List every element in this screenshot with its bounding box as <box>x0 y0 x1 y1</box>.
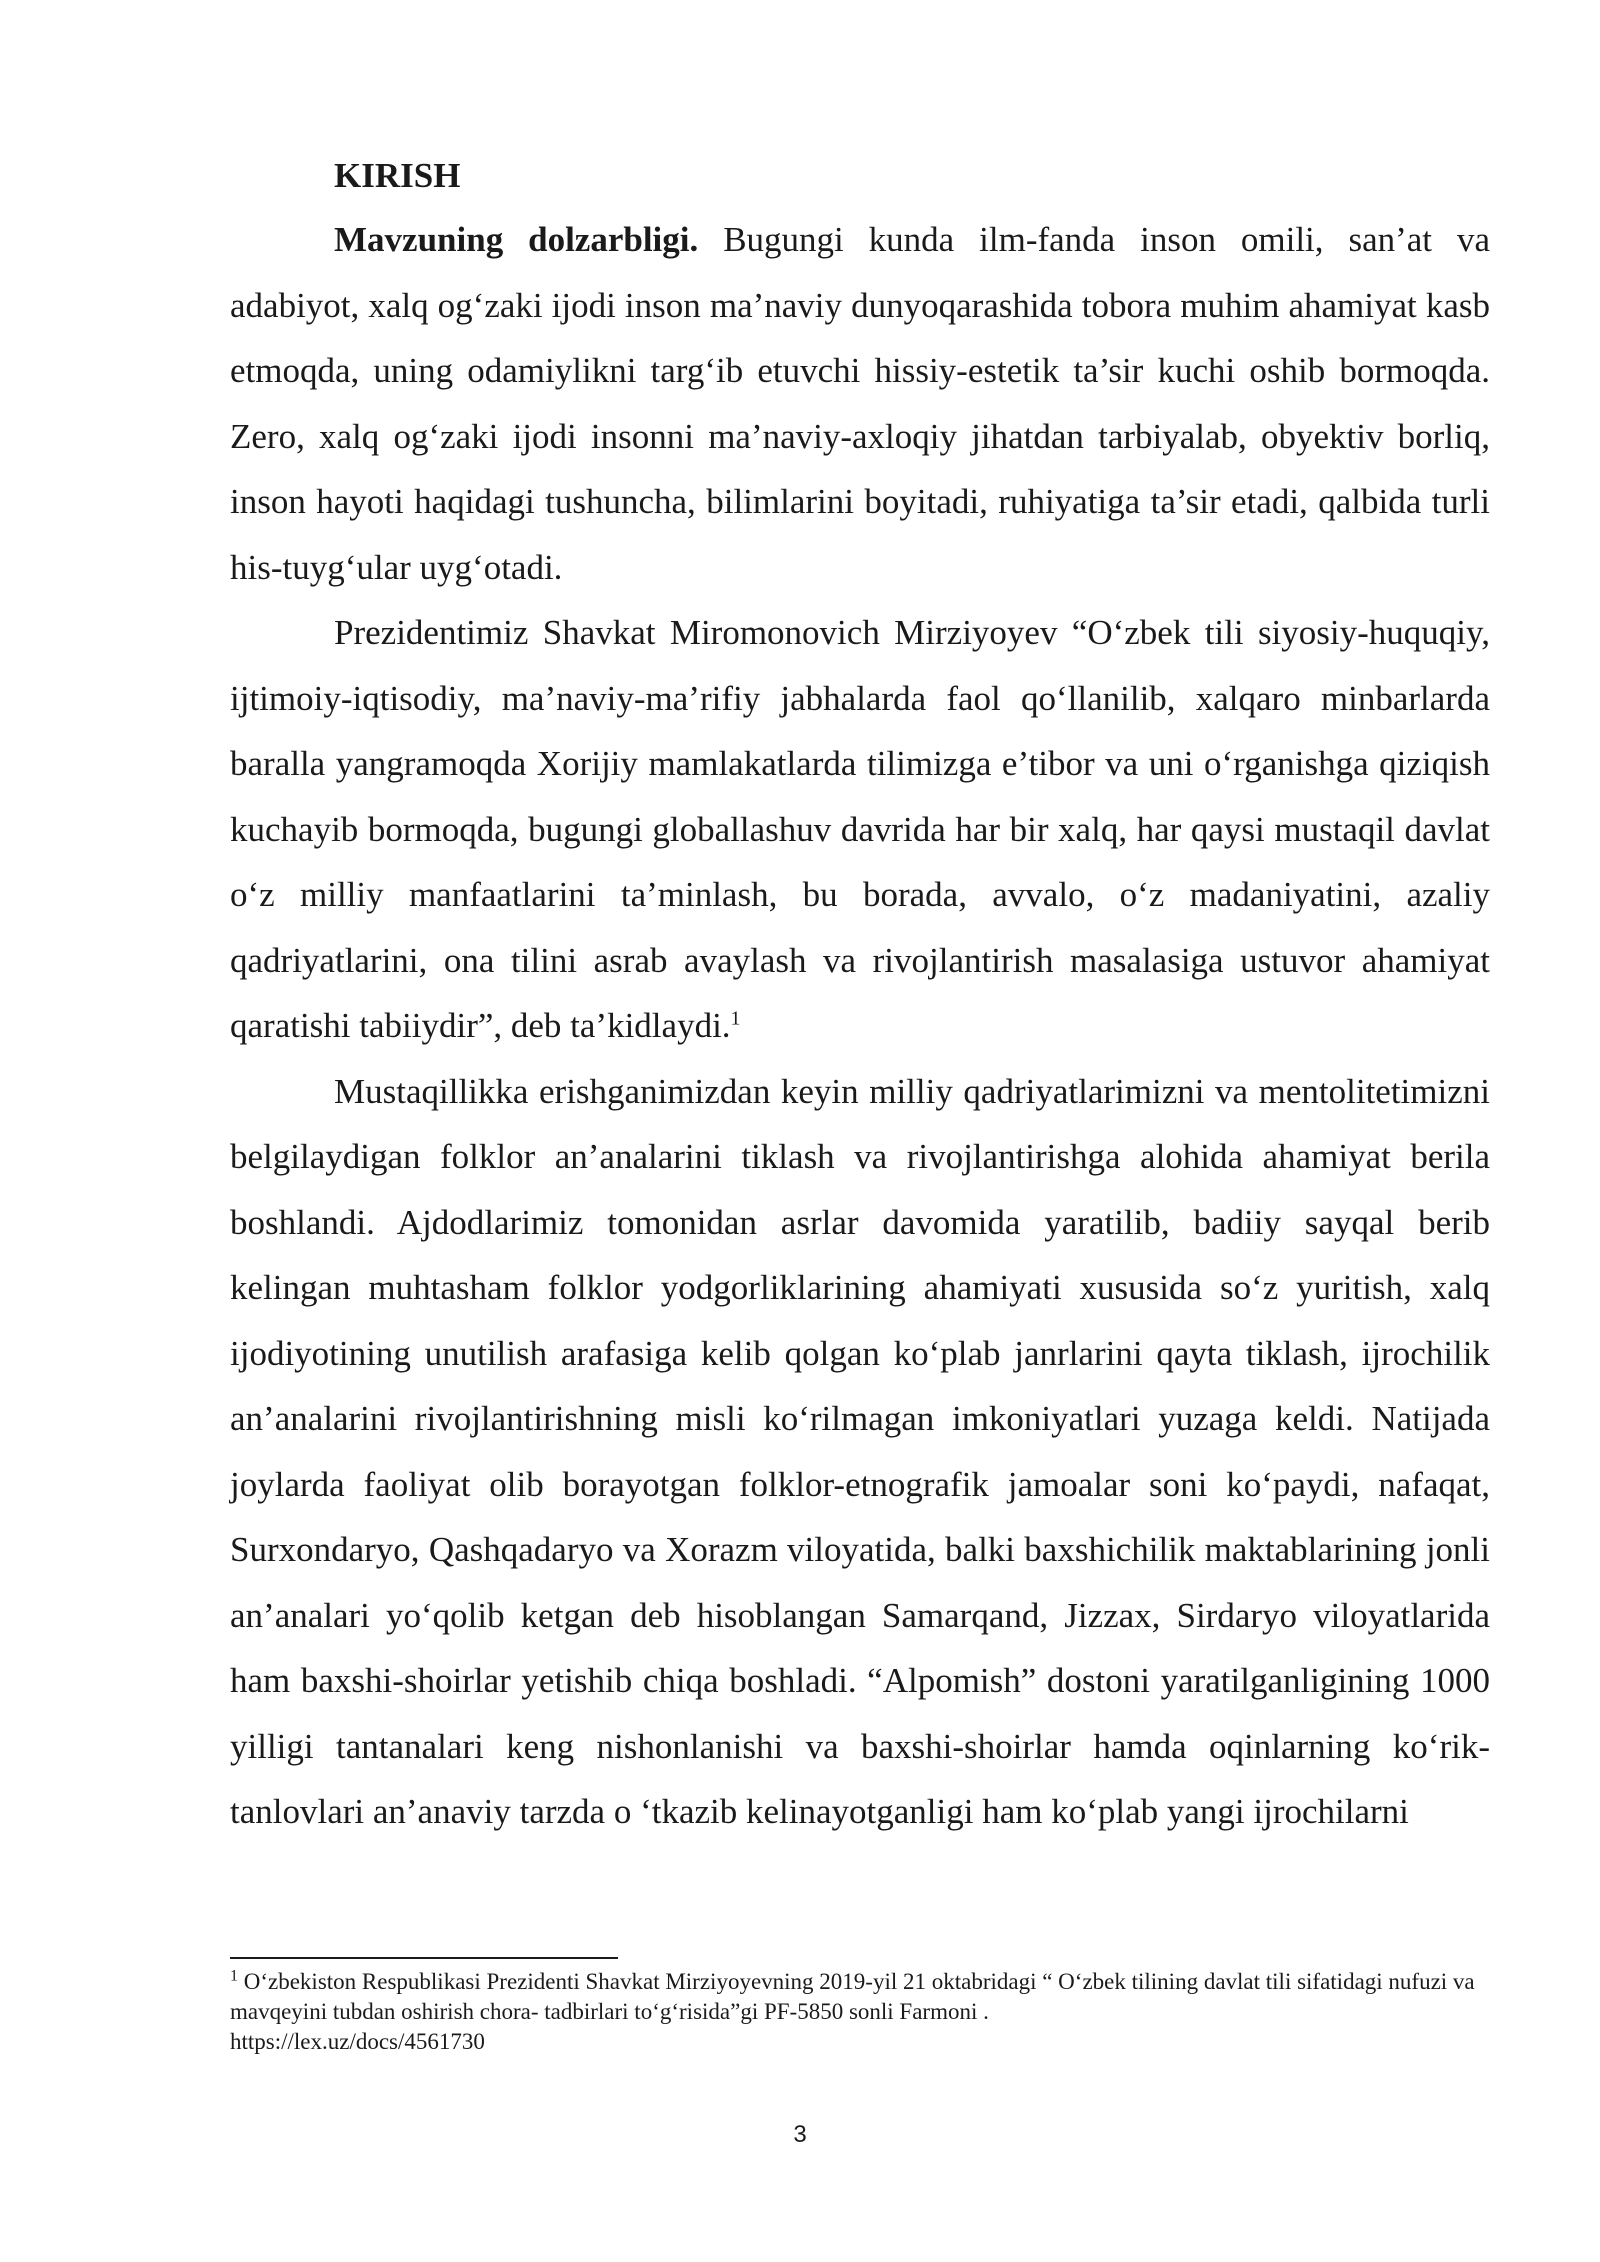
footnote-reference[interactable]: 1 <box>730 1007 741 1030</box>
section-heading: KIRISH <box>334 156 461 195</box>
paragraph-president-quote <box>230 600 1490 1059</box>
paragraph-text: Mustaqillikka erishganimizdan keyin milliy qadriyatlarimizni va mentolitetimizni belgilaydigan folklor an’analarini tiklash va rivojlantirishga alohida ahamiyat berila boshlandi. Ajdodlarimiz tomonidan asrlar davomida yaratilib, badiiy sayqal berib kelingan muhtasham folklor yodgorliklarining ahamiyati xususida so‘z yuritish, xalq ijodiyotining unutilish arafasiga kelib qolgan ko‘plab janrlarini qayta tiklash, ijrochilik an’analarini rivojlantirishning misli ko‘rilmagan imkoniyatlari yuzaga keldi. Natijada joylarda faoliyat olib borayotgan folklor-etnografik jamoalar soni ko‘paydi, nafaqat, Surxondaryo, Qashqadaryo va Xorazm viloyatida, balki baxshichilik maktablarining jonli an’analari yo‘qolib ketgan deb hisoblangan Samarqand, Jizzax, Sirdaryo viloyatlarida ham baxshi-shoirlar yetishib chiqa boshladi. “Alpomish” dostoni yaratilganligining 1000 yilligi tantanalari keng nishonlanishi va baxshi-shoirlar hamda oqinlarning ko‘rik-tanlovlari an’anaviy tarzda o ‘tkazib kelinayotganligi ham ko‘plab yangi ijrochilarni <box>230 1071 1490 1831</box>
page-number: 3 <box>793 2121 807 2148</box>
paragraph-text: Prezidentimiz Shavkat Miromonovich Mirziyoyev “O‘zbek tili siyosiy-huquqiy, ijtimoiy-iqtisodiy, ma’naviy-ma’rifiy jabhalarda faol qo‘llanilib, xalqaro minbarlarda baralla yangramoqda Xorijiy mamlakatlarda tilimizga e’tibor va uni o‘rganishga qiziqish kuchayib bormoqda, bugungi globallashuv davrida har bir xalq, har qaysi mustaqil davlat o‘z milliy manfaatlarini ta’minlash, bu borada, avvalo, o‘z madaniyatini, azaliy qadriyatlarini, ona tilini asrab avaylash va rivojlantirish masalasiga ustuvor ahamiyat qaratishi tabiiydir”, deb ta’kidlaydi. <box>230 613 1490 1045</box>
footnote <box>230 1967 1490 2057</box>
footnote-separator <box>230 1957 618 1959</box>
paragraph-text: Bugungi kunda ilm-fanda inson omili, san’at va adabiyot, xalq og‘zaki ijodi inson ma’naviy dunyoqarashida tobora muhim ahamiyat kasb etmoqda, uning odamiylikni targ‘ib etuvchi hissiy-estetik ta’sir kuchi oshib bormoqda. Zero, xalq og‘zaki ijodi insonni ma’naviy-axloqiy jihatdan tarbiyalab, obyektiv borliq, inson hayoti haqidagi tushuncha, bilimlarini boyitadi, ruhiyatiga ta’sir etadi, qalbida turli his-tuyg‘ular uyg‘otadi. <box>230 220 1490 587</box>
footnote-link[interactable]: https://lex.uz/docs/4561730 <box>230 2029 485 2054</box>
page-body <box>230 145 1490 1845</box>
paragraph-lead: Mavzuning dolzarbligi. <box>334 220 699 259</box>
paragraph-relevance <box>230 207 1490 600</box>
paragraph-independence <box>230 1059 1490 1845</box>
footnote-text: O‘zbekiston Respublikasi Prezidenti Shavkat Mirziyoyevning 2019-yil 21 oktabridagi “ O‘zbek tilining davlat tili sifatidagi nufuzi va mavqeyini tubdan oshirish chora- tadbirlari to‘g‘risida”gi PF-5850 sonli Farmoni . <box>230 1969 1475 2024</box>
footnote-number: 1 <box>230 1967 238 1985</box>
